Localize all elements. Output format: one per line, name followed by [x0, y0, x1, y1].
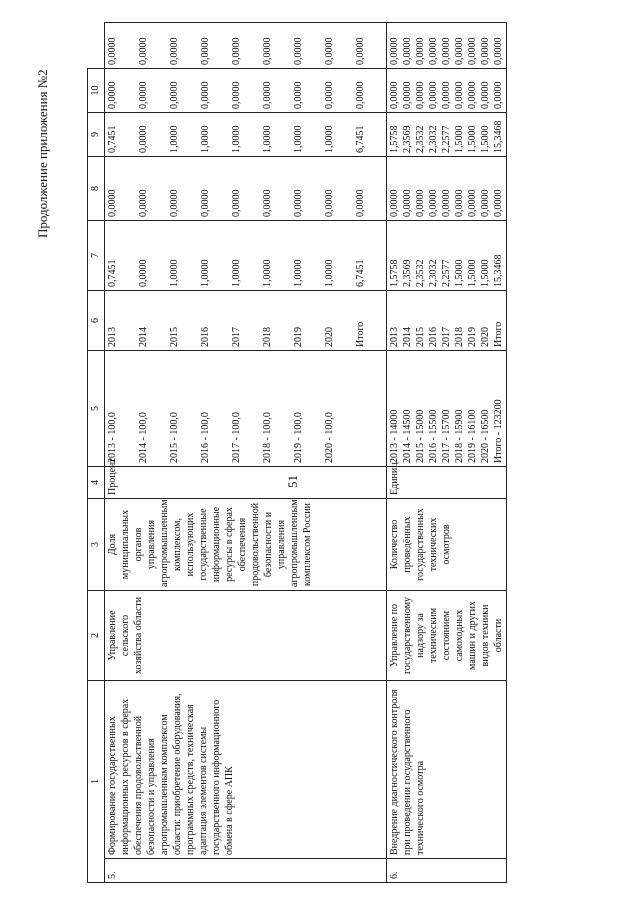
col7-value: 0,0000 [389, 189, 400, 217]
col9-value: 0,0000 [441, 81, 452, 109]
year-label: 2017 [441, 327, 452, 347]
measure-name: Формирование государственных информационных ресурсов в сферах обеспечения продовольственной безопасности и управления агропромышленным комплексом области: приобретение оборудования, программных средств, техническая адаптация элементов системы государственного информационного обмена в сфере АПК [105, 681, 387, 859]
year-label: 2015 [169, 327, 180, 347]
col7-value: 0,0000 [138, 189, 149, 217]
target-value: 2013 - 14000 [389, 409, 400, 463]
col6-value: 2,2577 [441, 259, 452, 287]
page-number: 51 [285, 475, 300, 488]
col6-value: 1,0000 [262, 259, 273, 287]
unit: Единиц [387, 467, 507, 499]
col7-value: 0,0000 [480, 189, 491, 217]
col6-value: 6,7451 [355, 259, 366, 287]
col9-value: 0,0000 [138, 81, 149, 109]
col6-value: 1,0000 [324, 259, 335, 287]
col7-value: 0,0000 [293, 189, 304, 217]
col7-value: 0,0000 [231, 189, 242, 217]
target-value: 2018 - 100,0 [262, 412, 273, 463]
col6-value: 0,7451 [107, 259, 118, 287]
col8-value: 1,0000 [262, 125, 273, 153]
target-value: 2016 - 15500 [428, 409, 439, 463]
col8-value: 6,7451 [355, 125, 366, 153]
executor: Управление сельского хозяйства области [105, 591, 387, 681]
col7-value: 0,0000 [493, 189, 504, 217]
col8-value: 1,0000 [231, 125, 242, 153]
col7-value: 0,0000 [169, 189, 180, 217]
year-label: Итого [355, 321, 366, 347]
col6-value: 1,0000 [293, 259, 304, 287]
col9-value: 0,0000 [467, 81, 478, 109]
col7-value: 0,0000 [428, 189, 439, 217]
col8-value: 1,0000 [169, 125, 180, 153]
year-label: 2020 [324, 327, 335, 347]
col10-value: 0,0000 [107, 37, 118, 65]
col8-value: 1,5000 [454, 125, 465, 153]
target-values [105, 351, 387, 467]
col8-value: 1,0000 [324, 125, 335, 153]
col7-value: 0,0000 [441, 189, 452, 217]
col10-value: 0,0000 [324, 37, 335, 65]
col-header-9: 9 [88, 113, 105, 157]
col6-value: 1,0000 [231, 259, 242, 287]
target-value: 2017 - 15700 [441, 409, 452, 463]
year-label: 2016 [200, 327, 211, 347]
col6-value: 1,0000 [200, 259, 211, 287]
indicator-name: Доля муниципальных органов управления агропромышленным комплексом, использующих государственные информационные ресурсы в сферах обеспечения продовольственной безопасности и управления агропромышленным комплексом России [105, 499, 387, 591]
col7-value: 0,0000 [355, 189, 366, 217]
col10-value: 0,0000 [480, 37, 491, 65]
rotated-table-sheet [87, 23, 575, 883]
target-value: 2013 - 100,0 [107, 412, 118, 463]
col10-value: 0,0000 [262, 37, 273, 65]
col9-value: 0,0000 [324, 81, 335, 109]
executor: Управление по государственному надзору за техническим состоянием самоходных машин и других видов техники области [387, 591, 507, 681]
col6-values [387, 221, 507, 291]
col9-values [387, 69, 507, 113]
col9-value: 0,0000 [355, 81, 366, 109]
year-label: 2016 [428, 327, 439, 347]
col6-value: 1,5758 [389, 259, 400, 287]
col10-value: 0,0000 [355, 37, 366, 65]
col-header-7: 7 [88, 221, 105, 291]
col10-value: 0,0000 [454, 37, 465, 65]
column-number-header [88, 23, 105, 883]
year-label: Итого [493, 321, 504, 347]
year-label: 2019 [293, 327, 304, 347]
col10-value: 0,0000 [467, 37, 478, 65]
col9-value: 0,0000 [493, 81, 504, 109]
col10-value: 0,0000 [200, 37, 211, 65]
col7-value: 0,0000 [467, 189, 478, 217]
col-header-1: 1 [88, 681, 105, 883]
col7-value: 0,0000 [324, 189, 335, 217]
year-label: 2014 [138, 327, 149, 347]
col10-value: 0,0000 [138, 37, 149, 65]
col6-value: 0,0000 [138, 259, 149, 287]
col-header-6: 6 [88, 291, 105, 351]
col8-value: 0,7451 [107, 125, 118, 153]
indicator-name: Количество проведённых государственных технических осмотров [387, 499, 507, 591]
col6-value: 2,3032 [428, 259, 439, 287]
col-header-8: 8 [88, 157, 105, 221]
col-header-5: 5 [88, 351, 105, 467]
year-labels [105, 291, 387, 351]
col10-value: 0,0000 [293, 37, 304, 65]
col-header-2: 2 [88, 591, 105, 681]
col8-value: 1,0000 [200, 125, 211, 153]
col8-value: 1,5000 [480, 125, 491, 153]
col7-value: 0,0000 [200, 189, 211, 217]
col9-value: 0,0000 [415, 81, 426, 109]
continuation-label: Продолжение приложения №2 [35, 69, 50, 238]
col9-value: 0,0000 [402, 81, 413, 109]
program-table [87, 22, 507, 883]
target-values [387, 351, 507, 467]
col8-values [105, 113, 387, 157]
col10-value: 0,0000 [389, 37, 400, 65]
target-value: 2014 - 14500 [402, 409, 413, 463]
col10-value: 0,0000 [415, 37, 426, 65]
col9-value: 0,0000 [231, 81, 242, 109]
col6-value: 15,3468 [493, 254, 504, 287]
target-value: 2018 - 15900 [454, 409, 465, 463]
year-labels [387, 291, 507, 351]
target-value: 2020 - 100,0 [324, 412, 335, 463]
col7-values [105, 157, 387, 221]
col9-value: 0,0000 [200, 81, 211, 109]
year-label: 2015 [415, 327, 426, 347]
col10-value: 0,0000 [402, 37, 413, 65]
col10-value: 0,0000 [441, 37, 452, 65]
col6-value: 1,5000 [467, 259, 478, 287]
col9-value: 0,0000 [480, 81, 491, 109]
col8-value: 1,5758 [389, 125, 400, 153]
year-label: 2020 [480, 327, 491, 347]
col-header-4: 4 [88, 467, 105, 499]
target-value: 2016 - 100,0 [200, 412, 211, 463]
col8-value: 2,2577 [441, 125, 452, 153]
year-label: 2013 [389, 327, 400, 347]
col6-value: 2,3532 [415, 259, 426, 287]
target-value: 2019 - 100,0 [293, 412, 304, 463]
col-header-3: 3 [88, 499, 105, 591]
target-value: 2017 - 100,0 [231, 412, 242, 463]
col10-value: 0,0000 [169, 37, 180, 65]
col7-value: 0,0000 [107, 189, 118, 217]
row-number: 6. [387, 859, 507, 883]
col7-value: 0,0000 [415, 189, 426, 217]
target-value: 2019 - 16100 [467, 409, 478, 463]
target-value: Итого - 123200 [493, 399, 504, 463]
year-label: 2017 [231, 327, 242, 347]
target-value: 2020 - 16500 [480, 409, 491, 463]
col6-value: 2,3569 [402, 259, 413, 287]
col9-value: 0,0000 [389, 81, 400, 109]
col7-value: 0,0000 [402, 189, 413, 217]
col10-value: 0,0000 [231, 37, 242, 65]
col8-values [387, 113, 507, 157]
col8-value: 1,5000 [467, 125, 478, 153]
col9-values [105, 69, 387, 113]
row-number: 5. [105, 859, 387, 883]
col9-value: 0,0000 [169, 81, 180, 109]
col6-value: 1,5000 [480, 259, 491, 287]
col8-value: 0,0000 [138, 125, 149, 153]
col10-value: 0,0000 [493, 37, 504, 65]
col7-value: 0,0000 [262, 189, 273, 217]
measure-name: Внедрение диагностического контроля при проведении государственного технического осмотра [387, 681, 507, 859]
col-header-10: 10 [88, 69, 105, 113]
target-value: 2015 - 15000 [415, 409, 426, 463]
table-row [105, 23, 387, 883]
col9-value: 0,0000 [293, 81, 304, 109]
col8-value: 1,0000 [293, 125, 304, 153]
col6-value: 1,5000 [454, 259, 465, 287]
year-label: 2018 [262, 327, 273, 347]
col9-value: 0,0000 [107, 81, 118, 109]
col9-value: 0,0000 [428, 81, 439, 109]
year-label: 2019 [467, 327, 478, 347]
year-label: 2018 [454, 327, 465, 347]
col6-values [105, 221, 387, 291]
col8-value: 15,3468 [493, 120, 504, 153]
target-value: 2014 - 100,0 [138, 412, 149, 463]
col9-value: 0,0000 [262, 81, 273, 109]
year-label: 2014 [402, 327, 413, 347]
col10-value: 0,0000 [428, 37, 439, 65]
col6-value: 1,0000 [169, 259, 180, 287]
col8-value: 2,3032 [428, 125, 439, 153]
col8-value: 2,3569 [402, 125, 413, 153]
col8-value: 2,3532 [415, 125, 426, 153]
col7-value: 0,0000 [454, 189, 465, 217]
target-value: 2015 - 100,0 [169, 412, 180, 463]
year-label: 2013 [107, 327, 118, 347]
unit: Процент [105, 467, 387, 499]
target-value [354, 354, 367, 463]
col7-values [387, 157, 507, 221]
table-row [387, 23, 507, 883]
col10-values [387, 23, 507, 69]
col10-values [105, 23, 387, 69]
col9-value: 0,0000 [454, 81, 465, 109]
